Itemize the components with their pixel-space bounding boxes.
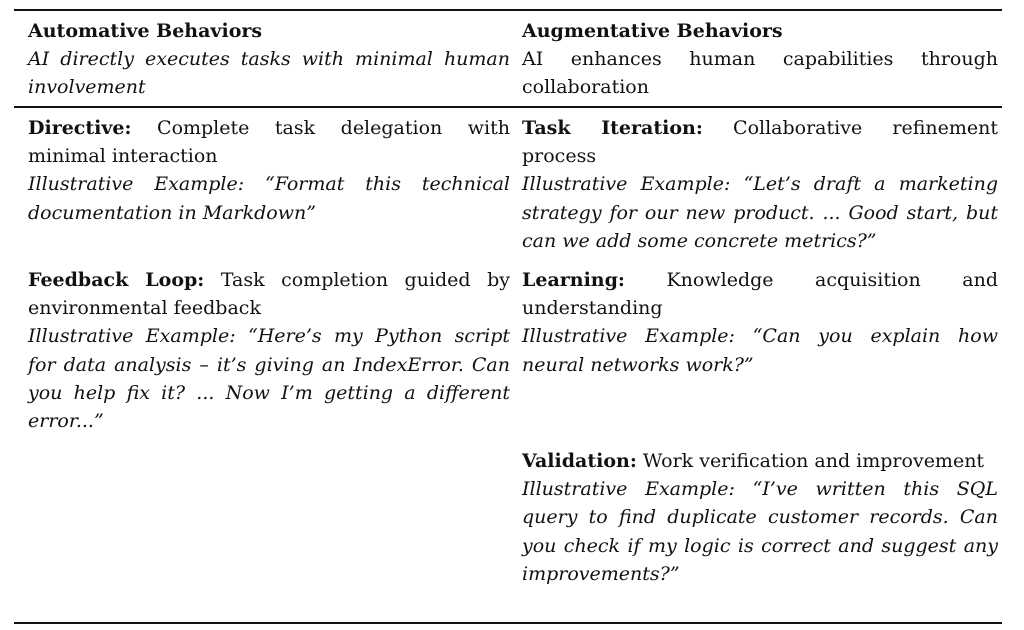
term-directive: Directive: bbox=[28, 117, 132, 139]
column-title-augmentative: Augmentative Behaviors bbox=[522, 20, 783, 42]
example-feedback-loop: Illustrative Example: “Here’s my Python script for data analysis – it’s giving an IndexError. Can you help fix it? ... Now I’m getting a different error...” bbox=[28, 325, 510, 433]
description-learning: Knowledge acquisition and understanding bbox=[522, 269, 998, 320]
example-directive: Illustrative Example: “Format this technical documentation in Markdown” bbox=[28, 173, 510, 224]
column-subtitle-automative: AI directly executes tasks with minimal human involvement bbox=[28, 48, 510, 99]
term-task-iteration: Task Iteration: bbox=[522, 117, 703, 139]
example-task-iteration: Illustrative Example: “Let’s draft a marketing strategy for our new product. ... Good start, but can we add some concrete metrics?” bbox=[522, 173, 998, 252]
column-title-automative: Automative Behaviors bbox=[28, 20, 263, 42]
column-subtitle-augmentative: AI enhances human capabilities through collaboration bbox=[522, 48, 998, 99]
row-feedback-loop bbox=[28, 266, 510, 435]
description-validation: Work verification and improvement bbox=[642, 450, 985, 472]
behaviors-table bbox=[14, 0, 1002, 630]
term-feedback-loop: Feedback Loop: bbox=[28, 269, 205, 291]
term-learning: Learning: bbox=[522, 269, 625, 291]
row-task-iteration bbox=[522, 114, 998, 255]
example-learning: Illustrative Example: “Can you explain how neural networks work?” bbox=[522, 325, 998, 376]
term-validation: Validation: bbox=[522, 450, 637, 472]
header-automative bbox=[28, 17, 510, 102]
header-rule bbox=[14, 106, 1002, 108]
example-validation: Illustrative Example: “I’ve written this SQL query to find duplicate customer records. Can you check if my logic is correct and suggest any improvements?” bbox=[522, 478, 998, 585]
header-augmentative bbox=[522, 17, 998, 102]
row-learning bbox=[522, 266, 998, 379]
description-directive: Complete task delegation with minimal interaction bbox=[28, 117, 510, 168]
top-rule bbox=[14, 9, 1002, 11]
row-directive bbox=[28, 114, 510, 227]
description-task-iteration: Collaborative refinement process bbox=[522, 117, 998, 168]
row-validation bbox=[522, 447, 998, 588]
description-feedback-loop: Task completion guided by environmental feedback bbox=[28, 269, 510, 320]
bottom-rule bbox=[14, 622, 1002, 624]
